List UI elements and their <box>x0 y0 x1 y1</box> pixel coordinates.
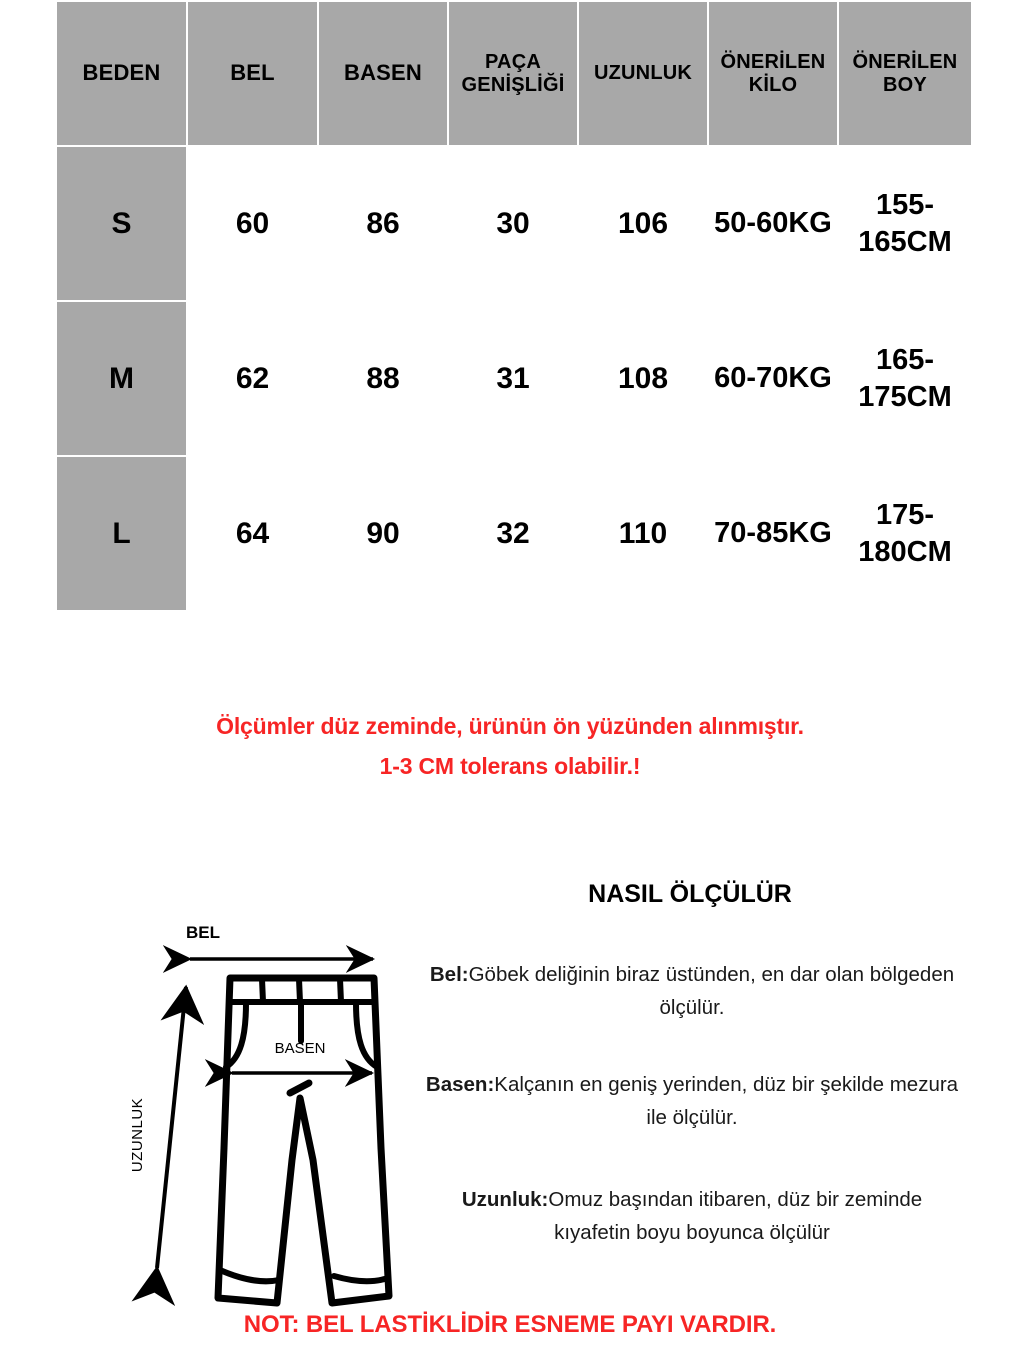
how-to-measure-title: NASIL ÖLÇÜLÜR <box>588 880 792 908</box>
cell-bel: 62 <box>188 302 317 455</box>
cell-basen: 88 <box>319 302 447 455</box>
notice-line-2: 1-3 CM tolerans olabilir.! <box>379 753 641 780</box>
cell-bel: 60 <box>188 147 317 300</box>
measure-item-bel <box>424 958 960 1024</box>
diagram-label-basen: BASEN <box>274 1040 326 1057</box>
cell-basen: 90 <box>319 457 447 610</box>
cell-basen: 86 <box>319 147 447 300</box>
cell-paca: 32 <box>449 457 577 610</box>
cell-kilo: 70-85KG <box>709 457 837 610</box>
cell-boy: 165-175CM <box>839 302 971 455</box>
table-row <box>57 147 971 300</box>
notice-line-1: Ölçümler düz zeminde, ürünün ön yüzünden alınmıştır. <box>216 713 804 739</box>
pants-diagram-svg <box>100 910 430 1330</box>
column-header-bel: BEL <box>188 2 317 145</box>
cell-boy: 175-180CM <box>839 457 971 610</box>
cell-kilo: 50-60KG <box>709 147 837 300</box>
table-row <box>57 457 971 610</box>
pants-waistband <box>231 979 374 1002</box>
diagram-label-bel: BEL <box>186 923 220 942</box>
measure-item-uzunluk <box>424 1183 960 1249</box>
cell-paca: 31 <box>449 302 577 455</box>
column-header-beden: BEDEN <box>57 2 186 145</box>
diagram-label-uzunluk: UZUNLUK <box>129 1097 146 1173</box>
elastic-waist-note: NOT: BEL LASTİKLİDİR ESNEME PAYI VARDIR. <box>243 1311 777 1338</box>
measure-label-uzunluk: Uzunluk: <box>461 1188 549 1211</box>
column-header-onerilen-kilo: ÖNERİLEN KİLO <box>709 2 837 145</box>
size-chart-table <box>55 0 973 612</box>
pants-crotch-detail <box>290 1083 309 1093</box>
measure-label-bel: Bel: <box>429 963 469 986</box>
column-header-uzunluk: UZUNLUK <box>579 2 707 145</box>
pants-hem-bands <box>220 1270 388 1281</box>
table-header-row <box>57 2 971 145</box>
cell-beden: S <box>57 147 186 300</box>
measure-desc-basen: Kalçanın en geniş yerinden, düz bir şekilde mezura ile ölçülür. <box>494 1073 959 1130</box>
uzunluk-measure-arrow <box>157 987 186 1268</box>
column-header-onerilen-boy: ÖNERİLEN BOY <box>839 2 971 145</box>
cell-paca: 30 <box>449 147 577 300</box>
measurement-notice <box>0 706 1020 787</box>
measure-label-basen: Basen: <box>425 1073 495 1096</box>
measure-desc-bel: Göbek deliğinin biraz üstünden, en dar olan bölgeden ölçülür. <box>468 963 955 1020</box>
measure-desc-uzunluk: Omuz başından itibaren, düz bir zeminde kıyafetin boyu boyunca ölçülür <box>548 1188 923 1245</box>
column-header-basen: BASEN <box>319 2 447 145</box>
cell-kilo: 60-70KG <box>709 302 837 455</box>
cell-uzunluk: 106 <box>579 147 707 300</box>
column-header-paca-genisligi: PAÇA GENİŞLİĞİ <box>449 2 577 145</box>
cell-uzunluk: 108 <box>579 302 707 455</box>
cell-beden: L <box>57 457 186 610</box>
table-header <box>57 2 971 145</box>
cell-beden: M <box>57 302 186 455</box>
cell-bel: 64 <box>188 457 317 610</box>
table-body <box>57 147 971 610</box>
measure-item-basen <box>424 1068 960 1134</box>
pants-measurement-diagram <box>100 910 430 1330</box>
cell-boy: 155-165CM <box>839 147 971 300</box>
table-row <box>57 302 971 455</box>
cell-uzunluk: 110 <box>579 457 707 610</box>
